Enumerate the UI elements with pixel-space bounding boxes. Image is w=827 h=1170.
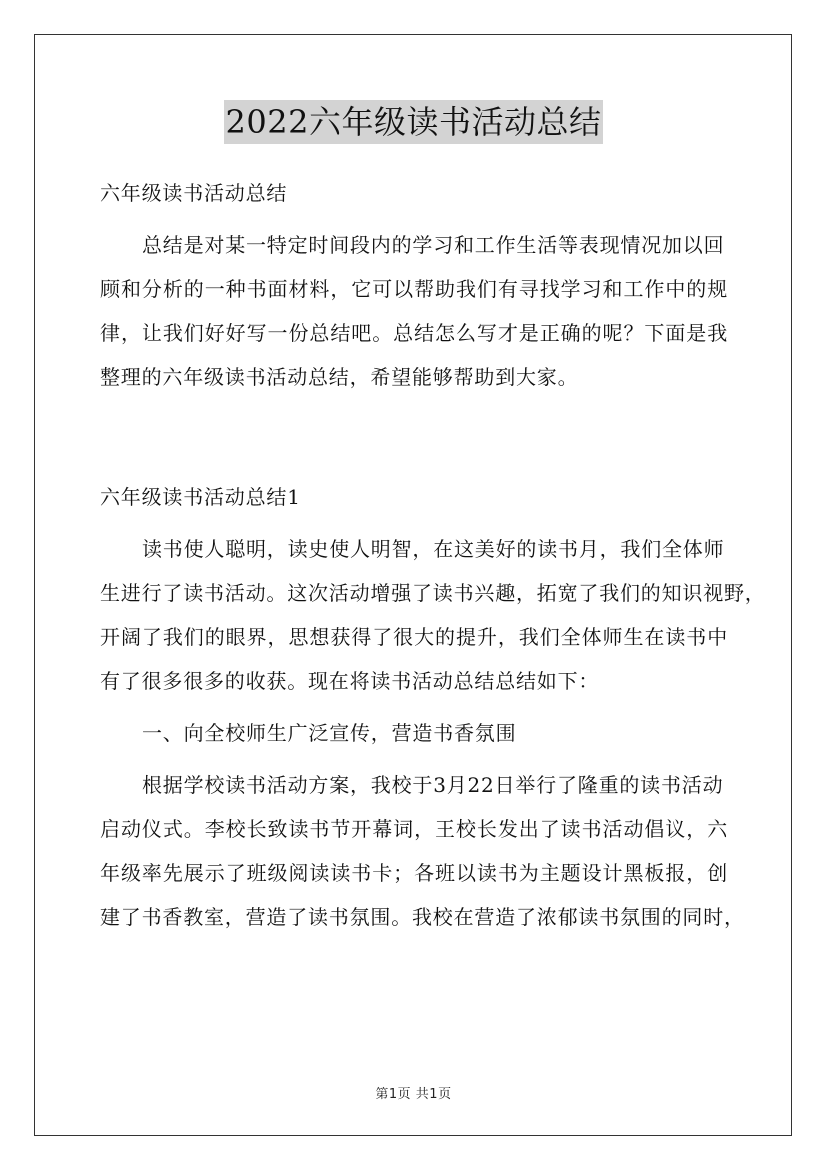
spacer [100,399,728,475]
paragraph-line: 律，让我们好好写一份总结吧。总结怎么写才是正确的呢？下面是我 [100,321,728,345]
paragraph-line: 有了很多很多的收获。现在将读书活动总结总结如下： [100,669,600,693]
document-title: 2022六年级读书活动总结 [224,100,604,144]
point-heading: 一、向全校师生广泛宣传，营造书香氛围 [142,721,517,745]
spacer [100,755,728,763]
document-body [100,171,766,939]
subheading: 六年级读书活动总结1 [100,485,301,509]
paragraph-line: 年级率先展示了班级阅读读书卡；各班以读书为主题设计黑板报，创 [100,861,728,885]
paragraph-line: 总结是对某一特定时间段内的学习和工作生活等表现情况加以回 [142,233,725,257]
paragraph-line: 启动仪式。李校长致读书节开幕词，王校长发出了读书活动倡议，六 [100,817,728,841]
paragraph-line: 生进行了读书活动。这次活动增强了读书兴趣，拓宽了我们的知识视野， [100,581,766,605]
paragraph-line: 开阔了我们的眼界，思想获得了很大的提升，我们全体师生在读书中 [100,625,728,649]
paragraph-line: 根据学校读书活动方案，我校于3月22日举行了隆重的读书活动 [142,773,724,797]
paragraph-line: 整理的六年级读书活动总结，希望能够帮助到大家。 [100,365,579,389]
paragraph-line: 建了书香教室，营造了读书氛围。我校在营造了浓郁读书氛围的同时， [100,905,745,929]
spacer [100,519,728,527]
page-footer: 第1页 共1页 [375,1087,452,1102]
paragraph-line: 顾和分析的一种书面材料，它可以帮助我们有寻找学习和工作中的规 [100,277,728,301]
section-heading: 六年级读书活动总结 [100,181,288,205]
spacer [100,215,728,223]
title-container [0,100,827,144]
spacer [100,703,728,711]
paragraph-line: 读书使人聪明，读史使人明智，在这美好的读书月，我们全体师 [142,537,725,561]
